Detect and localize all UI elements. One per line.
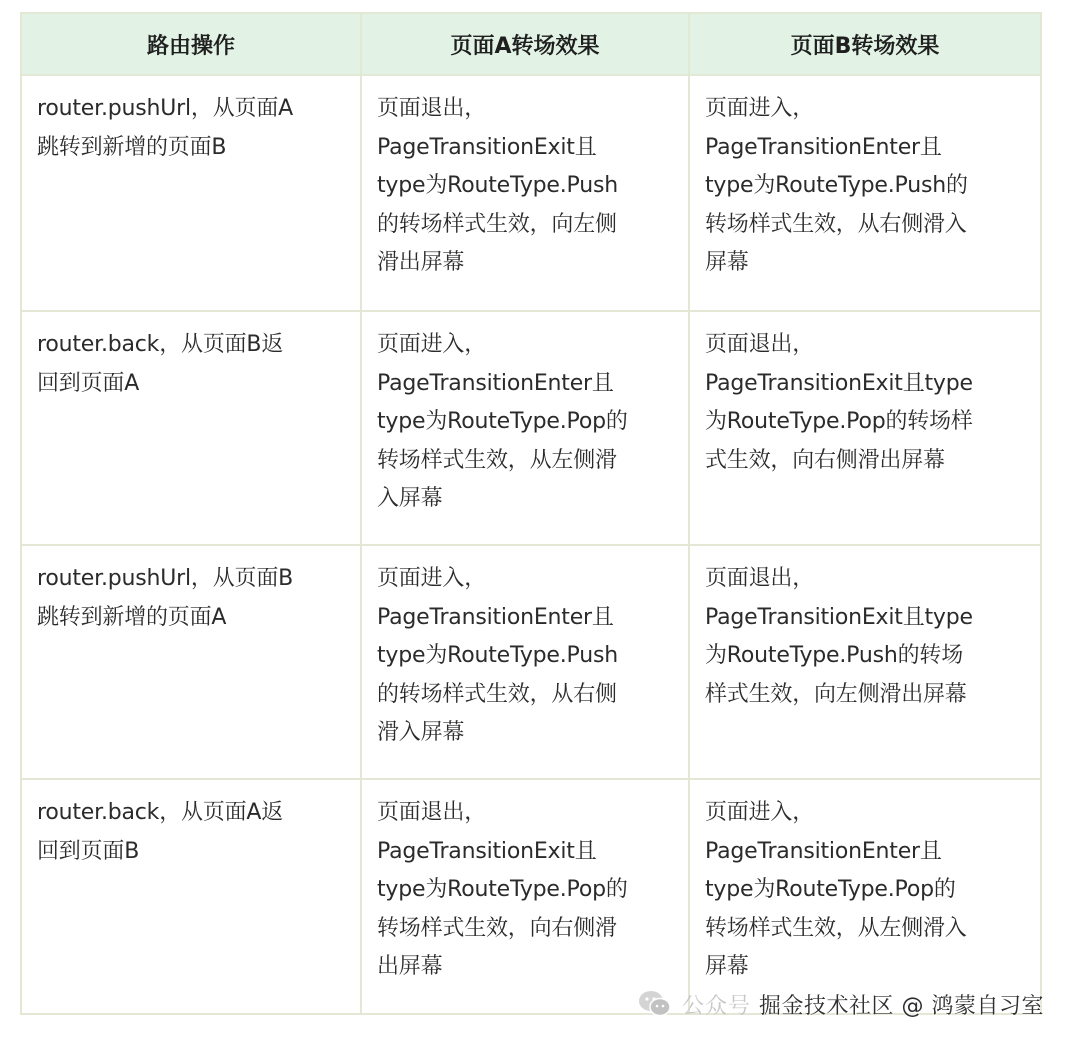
cell-route-operation: router.back，从页面B返 回到页面A (21, 311, 361, 545)
cell-page-b-effect: 页面退出， PageTransitionExit且type 为RouteType.Pop的转场样 式生效，向右侧滑出屏幕 (689, 311, 1041, 545)
transition-table-container (20, 12, 1040, 1015)
watermark-text: 掘金技术社区 @ 鸿蒙自习室 (759, 993, 1045, 1019)
table-row (21, 545, 1041, 779)
table-row (21, 311, 1041, 545)
header-page-a-effect: 页面A转场效果 (361, 13, 689, 75)
cell-page-a-effect: 页面退出， PageTransitionExit且 type为RouteType.Pop的 转场样式生效，向右侧滑 出屏幕 (361, 779, 689, 1014)
cell-page-b-effect: 页面退出， PageTransitionExit且type 为RouteType.Push的转场 样式生效，向左侧滑出屏幕 (689, 545, 1041, 779)
header-route-operation: 路由操作 (21, 13, 361, 75)
wechat-icon (638, 989, 672, 1019)
cell-page-b-effect: 页面进入， PageTransitionEnter且 type为RouteType.Push的 转场样式生效，从右侧滑入 屏幕 (689, 75, 1041, 311)
cell-route-operation: router.back，从页面A返 回到页面B (21, 779, 361, 1014)
cell-page-a-effect: 页面进入， PageTransitionEnter且 type为RouteType.Push 的转场样式生效，从右侧 滑入屏幕 (361, 545, 689, 779)
transition-table (20, 12, 1042, 1015)
cell-route-operation: router.pushUrl，从页面B 跳转到新增的页面A (21, 545, 361, 779)
watermark (638, 984, 1044, 1024)
table-row (21, 779, 1041, 1014)
table-header-row (21, 13, 1041, 75)
watermark-prefix: 公众号 (682, 993, 752, 1019)
table-row (21, 75, 1041, 311)
cell-route-operation: router.pushUrl，从页面A 跳转到新增的页面B (21, 75, 361, 311)
header-page-b-effect: 页面B转场效果 (689, 13, 1041, 75)
cell-page-a-effect: 页面进入， PageTransitionEnter且 type为RouteType.Pop的 转场样式生效，从左侧滑 入屏幕 (361, 311, 689, 545)
cell-page-b-effect: 页面进入， PageTransitionEnter且 type为RouteType.Pop的 转场样式生效，从左侧滑入 屏幕 (689, 779, 1041, 1014)
cell-page-a-effect: 页面退出， PageTransitionExit且 type为RouteType.Push 的转场样式生效，向左侧 滑出屏幕 (361, 75, 689, 311)
